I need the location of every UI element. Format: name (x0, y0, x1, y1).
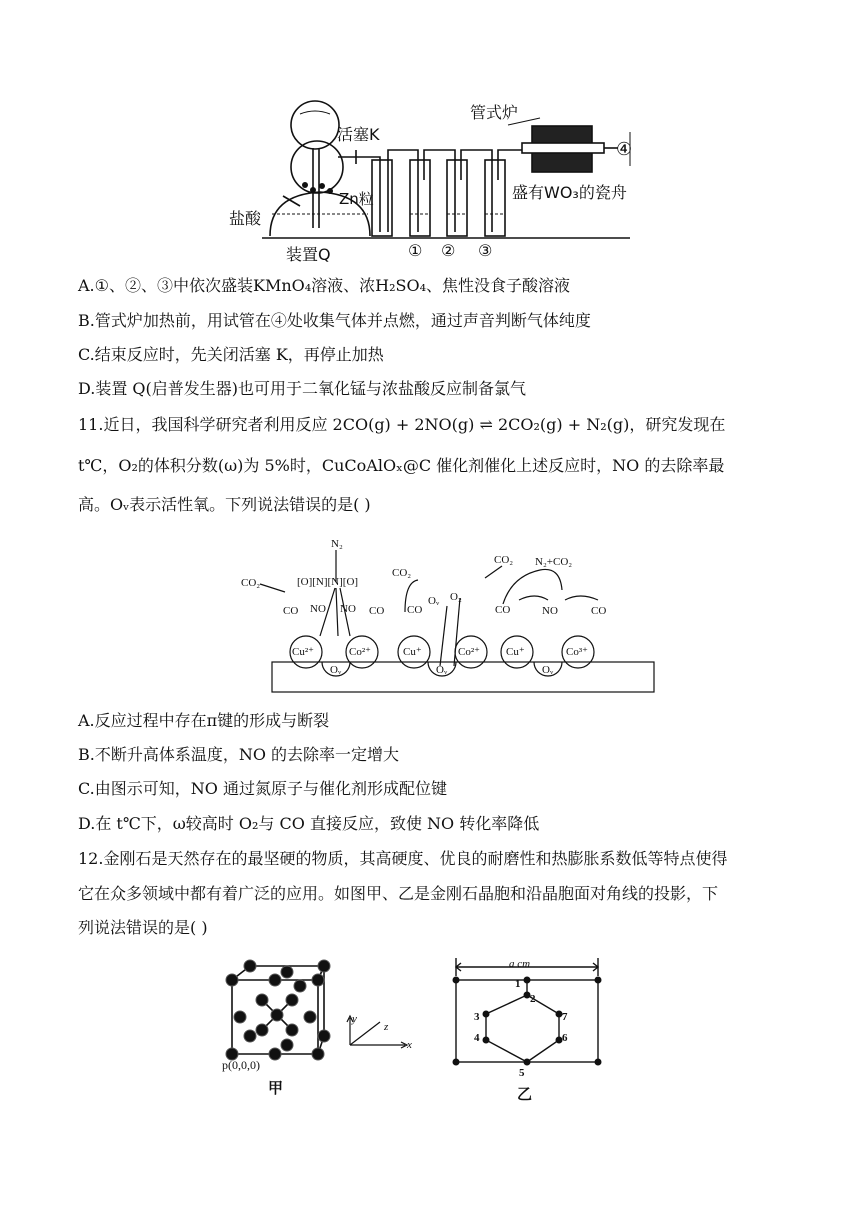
q10-option-a: A.①、②、③中依次盛装KMnO₄溶液、浓H₂SO₄、焦性没食子酸溶液 (78, 276, 571, 295)
q12-stem-line1: 12.金刚石是天然存在的最坚硬的物质，其高硬度、优良的耐磨性和热膨胀系数低等特点使得 (78, 849, 728, 868)
ion-cu2: Cu²⁺ (292, 646, 314, 658)
molecule-no-2: NO (340, 603, 356, 615)
furnace-label: 管式炉 (470, 103, 519, 122)
origin-label: p(0,0,0) (222, 1058, 260, 1072)
bottle-label-3: ③ (478, 241, 493, 260)
width-label: a cm (509, 958, 531, 970)
molecule-o2: O₂ (450, 591, 462, 603)
q11-option-b: B.不断升高体系温度，NO 的去除率一定增大 (78, 745, 400, 764)
point-2: 2 (530, 993, 536, 1005)
ion-cu1-a: Cu⁺ (403, 646, 422, 658)
zn-label: Zn粒 (339, 190, 374, 208)
molecule-co-2: CO (369, 605, 385, 617)
axis-x: x (407, 1039, 412, 1051)
ion-co2-a: Co²⁺ (349, 646, 371, 658)
outlet-label: ④ (616, 139, 633, 160)
q11-stem-line2: t℃，O₂的体积分数(ω)为 5%时，CuCoAlOₓ@C 催化剂催化上述反应时，NO 的去除率最 (78, 456, 725, 475)
top-label-n2: N₂ (331, 538, 343, 550)
axis-y: y (352, 1013, 357, 1025)
molecule-no-3: NO (542, 605, 558, 617)
q11-option-c: C.由图示可知，NO 通过氮原子与催化剂形成配位键 (78, 779, 447, 798)
device-label: 装置Q (286, 245, 331, 264)
ion-cu1-b: Cu⁺ (506, 646, 525, 658)
point-4: 4 (474, 1032, 480, 1044)
molecule-co-5: CO (591, 605, 607, 617)
apparatus-figure (0, 0, 860, 270)
q11-stem-line1: 11.近日，我国科学研究者利用反应 2CO(g) + 2NO(g) ⇌ 2CO₂(g) + N₂(g)，研究发现在 (78, 415, 726, 434)
molecule-no-1: NO (310, 603, 326, 615)
bottle-label-2: ② (441, 241, 456, 260)
molecule-co-3: CO (407, 604, 423, 616)
vacancy-3: Oᵥ (542, 664, 554, 676)
point-3: 3 (474, 1011, 480, 1023)
vacancy-1: Oᵥ (330, 664, 342, 676)
q11-option-a: A.反应过程中存在π键的形成与断裂 (78, 711, 330, 730)
vacancy-2: Oᵥ (436, 664, 448, 676)
left-co2-label: CO₂ (241, 577, 261, 589)
mid-co2-label: CO₂ (392, 567, 412, 579)
bottle-label-1: ① (408, 241, 423, 260)
molecule-co-1: CO (283, 605, 299, 617)
ion-co3: Co³⁺ (566, 646, 588, 658)
figure-yi-label: 乙 (517, 1085, 533, 1103)
ion-co2-b: Co²⁺ (458, 646, 480, 658)
q12-stem-line2: 它在众多领域中都有着广泛的应用。如图甲、乙是金刚石晶胞和沿晶胞面对角线的投影，下 (78, 884, 719, 903)
top-label-n2-co2: N₂+CO₂ (535, 556, 573, 568)
top-label-co2: CO₂ (494, 554, 514, 566)
figure-jia-label: 甲 (268, 1079, 284, 1097)
catalyst-mechanism-figure (0, 530, 860, 710)
point-6: 6 (562, 1032, 568, 1044)
q10-option-c: C.结束反应时，先关闭活塞 K，再停止加热 (78, 345, 384, 364)
stopcock-label: 活塞K (337, 125, 380, 144)
q12-stem-line3: 列说法错误的是( ) (78, 918, 208, 937)
diamond-unit-cell (0, 950, 860, 1090)
intermediate-chain: [O][N][N][O] (297, 576, 359, 588)
point-5: 5 (519, 1067, 525, 1079)
acid-label: 盐酸 (229, 209, 262, 228)
q10-option-d: D.装置 Q(启普发生器)也可用于二氧化锰与浓盐酸反应制备氯气 (78, 379, 527, 398)
molecule-co-4: CO (495, 604, 511, 616)
q11-stem-line3: 高。Oᵥ表示活性氧。下列说法错误的是( ) (78, 495, 371, 514)
ov-label: Oᵥ (428, 595, 440, 607)
point-7: 7 (562, 1011, 568, 1023)
point-1: 1 (515, 978, 521, 990)
boat-label: 盛有WO₃的瓷舟 (512, 183, 627, 202)
q11-option-d: D.在 t℃下，ω较高时 O₂与 CO 直接反应，致使 NO 转化率降低 (78, 814, 540, 833)
q10-option-b: B.管式炉加热前，用试管在④处收集气体并点燃，通过声音判断气体纯度 (78, 311, 591, 330)
axis-z: z (384, 1021, 389, 1033)
